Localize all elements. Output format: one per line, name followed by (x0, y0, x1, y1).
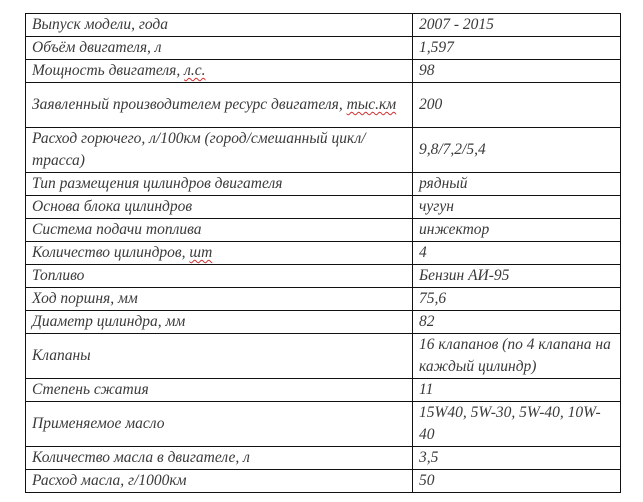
spellcheck-underlined-text: тыс.км (346, 96, 397, 113)
row-value-valves: 16 клапанов (по 4 клапана на каждый цилиндр) (413, 334, 621, 379)
table-row (26, 334, 621, 379)
table-row (26, 219, 621, 242)
row-label-bore: Диаметр цилиндра, мм (26, 311, 413, 334)
table-row (26, 128, 621, 173)
row-value-power: 98 (413, 60, 621, 83)
row-value-oil-type: 15W40, 5W-30, 5W-40, 10W-40 (413, 402, 621, 447)
table-row (26, 242, 621, 265)
table-row (26, 402, 621, 447)
table-row (26, 60, 621, 83)
row-value-fuel: Бензин АИ-95 (413, 265, 621, 288)
spellcheck-underlined-text: л.с. (184, 62, 206, 79)
table-row (26, 470, 621, 493)
row-value-cylinder-layout: рядный (413, 173, 621, 196)
table-row (26, 83, 621, 128)
row-label-compression-ratio: Степень сжатия (26, 379, 413, 402)
row-label-block-material: Основа блока цилиндров (26, 196, 413, 219)
table-row (26, 196, 621, 219)
row-label-valves: Клапаны (26, 334, 413, 379)
row-value-displacement: 1,597 (413, 37, 621, 60)
row-label-cylinder-layout: Тип размещения цилиндров двигателя (26, 173, 413, 196)
table-row (26, 37, 621, 60)
engine-spec-table (25, 13, 621, 493)
row-label-displacement: Объём двигателя, л (26, 37, 413, 60)
label-text: Мощность двигателя, (32, 62, 185, 79)
table-row (26, 265, 621, 288)
row-value-fuel-system: инжектор (413, 219, 621, 242)
table-row (26, 14, 621, 37)
row-label-fuel-system: Система подачи топлива (26, 219, 413, 242)
table-row (26, 447, 621, 470)
row-value-block-material: чугун (413, 196, 621, 219)
row-label-fuel-consumption: Расход горючего, л/100км (город/смешанный цикл/трасса) (26, 128, 413, 173)
row-label-model-years: Выпуск модели, года (26, 14, 413, 37)
row-label-fuel: Топливо (26, 265, 413, 288)
row-value-bore: 82 (413, 311, 621, 334)
label-text: Количество цилиндров, (32, 244, 190, 261)
row-value-cylinder-count: 4 (413, 242, 621, 265)
row-value-piston-stroke: 75,6 (413, 288, 621, 311)
table-row (26, 288, 621, 311)
row-label-piston-stroke: Ход поршня, мм (26, 288, 413, 311)
spellcheck-underlined-text: шт (189, 244, 213, 261)
row-value-engine-life: 200 (413, 83, 621, 128)
row-label-oil-capacity: Количество масла в двигателе, л (26, 447, 413, 470)
row-label-oil-consumption: Расход масла, г/1000км (26, 470, 413, 493)
row-value-model-years: 2007 - 2015 (413, 14, 621, 37)
label-text: Заявленный производителем ресурс двигателя, (32, 96, 347, 113)
row-value-fuel-consumption: 9,8/7,2/5,4 (413, 128, 621, 173)
table-row (26, 173, 621, 196)
row-label-cylinder-count (26, 242, 413, 265)
row-label-oil-type: Применяемое масло (26, 402, 413, 447)
row-value-compression-ratio: 11 (413, 379, 621, 402)
row-value-oil-consumption: 50 (413, 470, 621, 493)
table-row (26, 311, 621, 334)
row-label-power (26, 60, 413, 83)
table-row (26, 379, 621, 402)
row-value-oil-capacity: 3,5 (413, 447, 621, 470)
row-label-engine-life (26, 83, 413, 128)
